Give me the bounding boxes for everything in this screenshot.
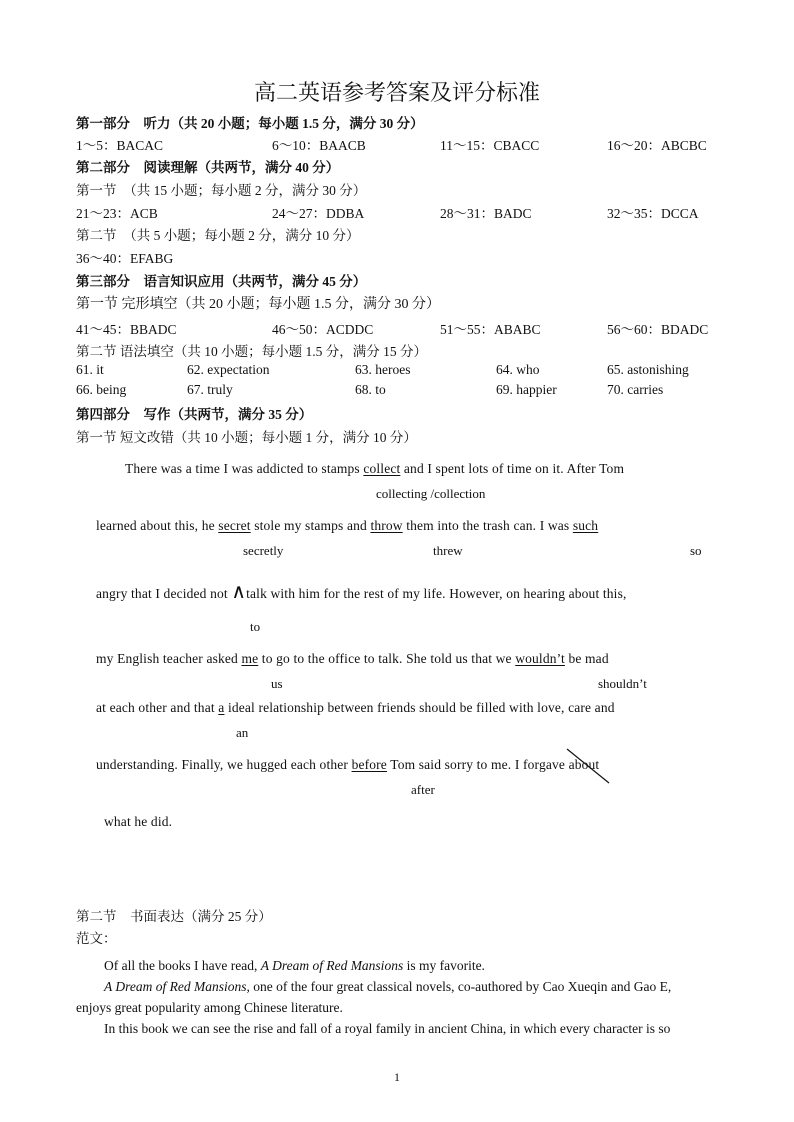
grammar-answer: 62. expectation: [187, 362, 270, 377]
passage-text: learned about this, he: [96, 518, 219, 533]
deleted-word: [569, 757, 600, 773]
correction: us: [271, 676, 283, 691]
part2-section1-heading: 第一节 （共 15 小题；每小题 2 分，满分 30 分）: [76, 183, 367, 198]
passage-text: and I spent lots of time on it. After Tom: [400, 461, 625, 476]
essay-paragraph-2: [104, 979, 671, 995]
passage-line-6: [96, 757, 599, 773]
essay-text: is my favorite.: [403, 958, 485, 973]
part4-section2-heading: 第二节 书面表达（满分 25 分）: [76, 909, 272, 924]
correction: an: [236, 725, 249, 740]
passage-text: be mad: [564, 651, 609, 666]
deletion-mark-icon: [563, 747, 615, 785]
essay-paragraph-3: In this book we can see the rise and fall of a royal family in ancient China, in which every character is so: [104, 1021, 671, 1036]
answer-group: 32～35：DCCA: [607, 206, 699, 221]
answer-group: 51～55：ABABC: [440, 322, 541, 337]
sample-essay-label: 范文：: [76, 931, 117, 946]
part4-section1-heading: 第一节 短文改错（共 10 小题；每小题 1 分，满分 10 分）: [76, 430, 417, 445]
answer-group: 41～45：BBADC: [76, 322, 177, 337]
passage-line-4: [96, 651, 609, 667]
passage-line-3: [96, 581, 627, 602]
book-title: A Dream of Red Mansions: [260, 958, 404, 973]
answer-group: 16～20：ABCBC: [607, 138, 707, 153]
answer-group: 24～27：DDBA: [272, 206, 365, 221]
part3-heading: 第三部分 语言知识应用（共两节，满分 45 分）: [76, 274, 367, 289]
part3-section1-heading: 第一节 完形填空（共 20 小题；每小题 1.5 分，满分 30 分）: [76, 297, 440, 312]
correction: threw: [433, 543, 463, 558]
answer-group: 46～50：ACDDC: [272, 322, 374, 337]
part4-heading: 第四部分 写作（共两节，满分 35 分）: [76, 407, 313, 422]
grammar-answer: 65. astonishing: [607, 362, 689, 377]
error-word: wouldn’t: [515, 651, 565, 666]
correction: collecting /collection: [376, 486, 486, 501]
page-number: 1: [394, 1070, 400, 1084]
grammar-answer: 69. happier: [496, 382, 557, 397]
part2-section2-heading: 第二节 （共 5 小题；每小题 2 分，满分 10 分）: [76, 228, 360, 243]
answer-group: 36～40：EFABG: [76, 251, 174, 266]
passage-line-7: what he did.: [104, 814, 173, 829]
passage-line-5: [96, 700, 615, 716]
error-word: before: [351, 757, 387, 772]
correction: secretly: [243, 543, 284, 558]
passage-line-2: [96, 518, 598, 534]
correction: after: [411, 782, 435, 797]
essay-text: , one of the four great classical novels, co-authored by Cao Xueqin and Gao E,: [246, 979, 672, 994]
answer-group: 1～5：BACAC: [76, 138, 164, 153]
correction: so: [690, 543, 702, 558]
passage-text: at each other and that: [96, 700, 219, 715]
essay-paragraph-1: [104, 958, 485, 974]
struck-word: about: [568, 757, 600, 772]
passage-text: talk with him for the rest of my life. However, on hearing about this,: [246, 586, 627, 601]
passage-text: angry that I decided not: [96, 586, 232, 601]
correction: shouldn’t: [598, 676, 647, 691]
grammar-answer: 64. who: [496, 362, 540, 377]
answer-group: 56～60：BDADC: [607, 322, 709, 337]
passage-text: ideal relationship between friends should be filled with love, care and: [224, 700, 615, 715]
error-word: such: [572, 518, 599, 533]
insertion-caret-icon: ∧: [231, 579, 247, 603]
grammar-answer: 70. carries: [607, 382, 664, 397]
error-word: me: [241, 651, 259, 666]
passage-text: to go to the office to talk. She told us that we: [258, 651, 516, 666]
error-word: throw: [370, 518, 403, 533]
part1-heading: 第一部分 听力（共 20 小题；每小题 1.5 分，满分 30 分）: [76, 116, 424, 131]
grammar-answer: 66. being: [76, 382, 127, 397]
correction: to: [250, 619, 261, 634]
answer-group: 21～23：ACB: [76, 206, 158, 221]
grammar-answer: 61. it: [76, 362, 104, 377]
essay-text: Of all the books I have read,: [104, 958, 261, 973]
grammar-answer: 68. to: [355, 382, 386, 397]
part2-heading: 第二部分 阅读理解（共两节，满分 40 分）: [76, 160, 340, 175]
answer-group: 28～31：BADC: [440, 206, 532, 221]
passage-text: stole my stamps and: [250, 518, 371, 533]
essay-paragraph-2-cont: enjoys great popularity among Chinese literature.: [76, 1000, 343, 1015]
passage-text: Tom said sorry to me. I forgave: [386, 757, 569, 772]
grammar-answer: 67. truly: [187, 382, 233, 397]
part3-section2-heading: 第二节 语法填空（共 10 小题；每小题 1.5 分，满分 15 分）: [76, 344, 427, 359]
page-title: 高二英语参考答案及评分标准: [253, 80, 540, 105]
passage-text: my English teacher asked: [96, 651, 242, 666]
error-word: secret: [218, 518, 251, 533]
passage-text: There was a time I was addicted to stamps: [125, 461, 364, 476]
error-word: a: [218, 700, 225, 715]
passage-text: understanding. Finally, we hugged each other: [96, 757, 352, 772]
error-word: collect: [363, 461, 401, 476]
passage-line-1: [125, 461, 624, 477]
answer-group: 6～10：BAACB: [272, 138, 366, 153]
book-title: A Dream of Red Mansions: [104, 979, 247, 994]
passage-text: them into the trash can. I was: [402, 518, 573, 533]
answer-group: 11～15：CBACC: [440, 138, 540, 153]
grammar-answer: 63. heroes: [355, 362, 411, 377]
